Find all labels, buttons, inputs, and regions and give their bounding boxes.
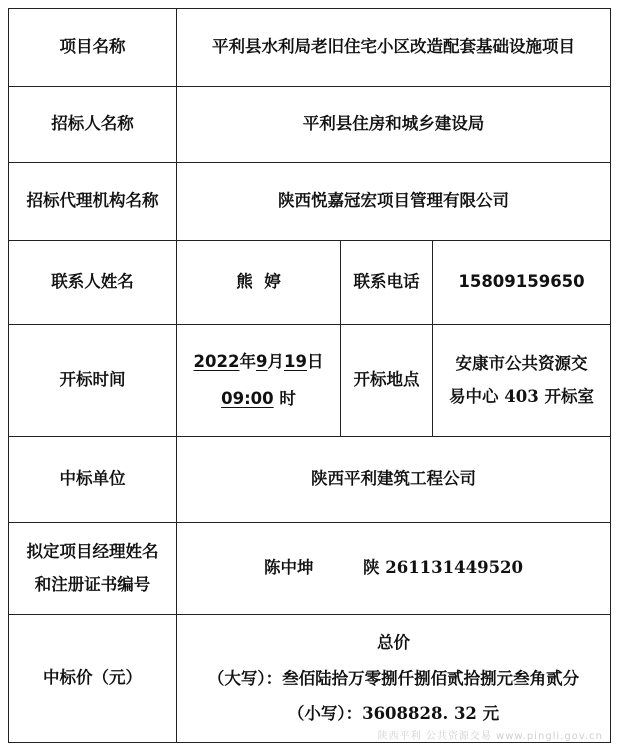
manager-label-line-2: 和注册证书编号 (34, 574, 151, 594)
month-unit: 月 (267, 352, 284, 372)
agency-value: 陕西悦嘉冠宏项目管理有限公司 (177, 163, 611, 241)
phone-label: 联系电话 (341, 241, 433, 325)
row-manager (9, 523, 611, 615)
tenderer-label: 招标人名称 (9, 87, 177, 163)
award-info-table (8, 8, 611, 743)
row-project (9, 9, 611, 87)
opening-hour: 09:00 (221, 388, 274, 408)
winner-label: 中标单位 (9, 437, 177, 523)
opening-time-value (177, 325, 341, 437)
contact-name: 熊 婷 (177, 241, 341, 325)
opening-year: 2022 (193, 352, 240, 372)
phone-value: 15809159650 (433, 241, 611, 325)
tenderer-value: 平利县住房和城乡建设局 (177, 87, 611, 163)
manager-label (9, 523, 177, 615)
place-line-2: 易中心 403 开标室 (449, 386, 594, 406)
price-upper: （大写）：叁佰陆拾万零捌仟捌佰贰拾捌元叁角贰分 (207, 669, 580, 689)
manager-cert: 陕 261131449520 (363, 558, 524, 578)
agency-label: 招标代理机构名称 (9, 163, 177, 241)
place-line-1: 安康市公共资源交 (455, 354, 588, 374)
row-contact (9, 241, 611, 325)
manager-name: 陈中坤 (264, 558, 314, 578)
day-unit: 日 (306, 352, 324, 372)
row-opening (9, 325, 611, 437)
price-value (177, 615, 611, 743)
price-lower: （小写）：3608828. 32 元 (287, 703, 500, 723)
row-agency (9, 163, 611, 241)
time-unit: 时 (279, 388, 296, 408)
row-tenderer (9, 87, 611, 163)
price-head: 总价 (377, 633, 410, 653)
opening-place-value (433, 325, 611, 437)
opening-place-label: 开标地点 (341, 325, 433, 437)
year-unit: 年 (239, 352, 256, 372)
opening-day: 19 (283, 352, 307, 372)
contact-label: 联系人姓名 (9, 241, 177, 325)
opening-time-label: 开标时间 (9, 325, 177, 437)
site-watermark: 陕西平利 公共资源交易 www.pingli.gov.cn (377, 731, 603, 742)
project-name-label: 项目名称 (9, 9, 177, 87)
row-price (9, 615, 611, 743)
winner-value: 陕西平利建筑工程公司 (177, 437, 611, 523)
opening-month: 9 (255, 352, 268, 372)
price-label: 中标价（元） (9, 615, 177, 743)
manager-label-line-1: 拟定项目经理姓名 (26, 542, 159, 562)
manager-value (177, 523, 611, 615)
project-name-value: 平利县水利局老旧住宅小区改造配套基础设施项目 (177, 9, 611, 87)
row-winner (9, 437, 611, 523)
